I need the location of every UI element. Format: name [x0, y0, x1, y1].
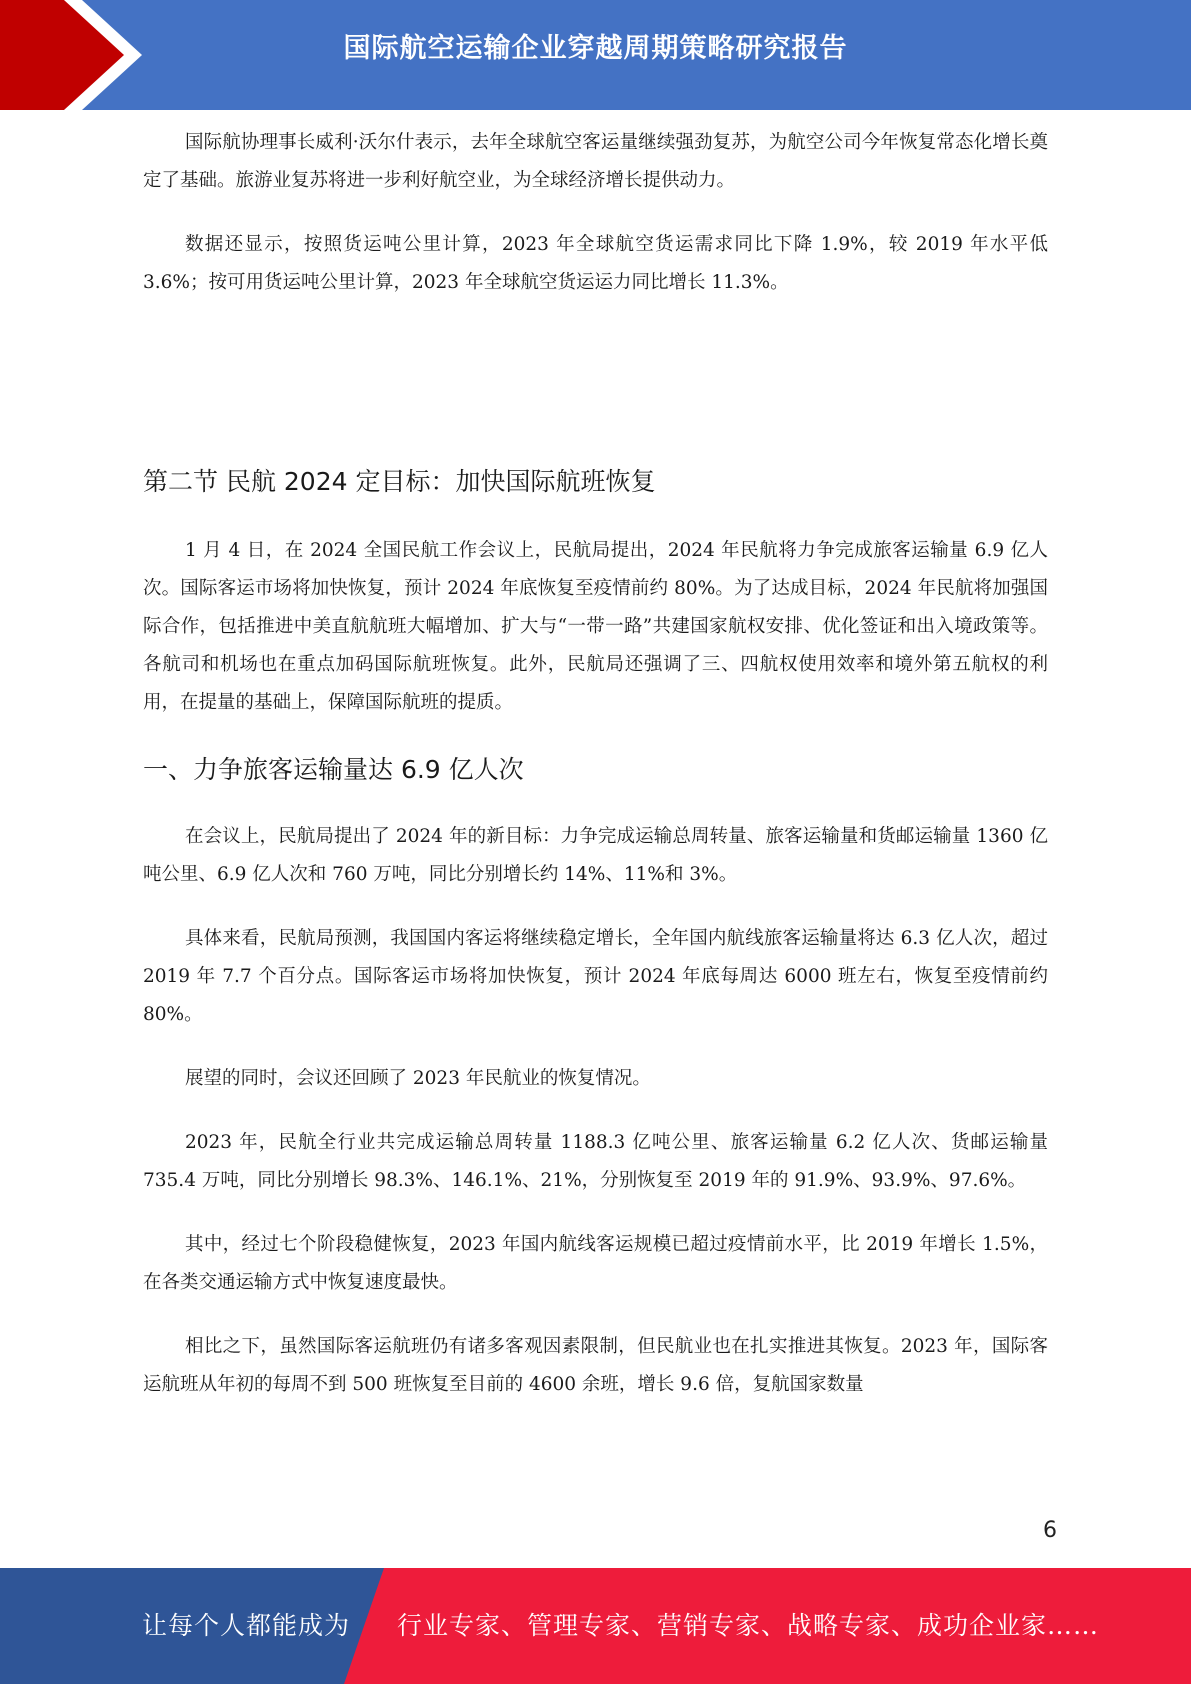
footer-slogan-left: 让每个人都能成为 [142, 1611, 351, 1640]
page-number: 6 [1043, 1518, 1057, 1543]
report-title: 国际航空运输企业穿越周期策略研究报告 [343, 33, 848, 64]
page-header-banner [0, 0, 1191, 110]
footer-slogan-right: 行业专家、管理专家、营销专家、战略专家、成功企业家…… [397, 1611, 1100, 1640]
paragraph: 国际航协理事长威利·沃尔什表示，去年全球航空客运量继续强劲复苏，为航空公司今年恢复常态化增长奠定了基础。旅游业复苏将进一步利好航空业，为全球经济增长提供动力。 [143, 132, 1048, 191]
paragraph: 具体来看，民航局预测，我国国内客运将继续稳定增长，全年国内航线旅客运输量将达 6.3 亿人次，超过 2019 年 7.7 个百分点。国际客运市场将加快恢复，预计 2024 年底每周达 6000 班左右，恢复至疫情前约 80%。 [143, 928, 1048, 1025]
paragraph: 数据还显示，按照货运吨公里计算，2023 年全球航空货运需求同比下降 1.9%，较 2019 年水平低 3.6%；按可用货运吨公里计算，2023 年全球航空货运运力同比增长 11.3%。 [143, 234, 1048, 293]
paragraph: 展望的同时，会议还回顾了 2023 年民航业的恢复情况。 [185, 1068, 651, 1089]
section-heading: 第二节 民航 2024 定目标：加快国际航班恢复 [143, 467, 656, 496]
paragraph: 1 月 4 日，在 2024 全国民航工作会议上，民航局提出，2024 年民航将力争完成旅客运输量 6.9 亿人次。国际客运市场将加快恢复，预计 2024 年底恢复至疫情前约 80%。为了达成目标，2024 年民航将加强国际合作，包括推进中美直航航班大幅增加、扩大与“一带一路”共建国家航权安排、优化签证和出入境政策等。各航司和机场也在重点加码国际航班恢复。此外，民航局还强调了三、四航权使用效率和境外第五航权的利用，在提量的基础上，保障国际航班的提质。 [143, 540, 1048, 713]
paragraph: 相比之下，虽然国际客运航班仍有诸多客观因素限制，但民航业也在扎实推进其恢复。2023 年，国际客运航班从年初的每周不到 500 班恢复至目前的 4600 余班，增长 9.6 倍，复航国家数量 [143, 1336, 1048, 1395]
page-footer-banner [0, 1568, 1191, 1684]
paragraph: 在会议上，民航局提出了 2024 年的新目标：力争完成运输总周转量、旅客运输量和货邮运输量 1360 亿吨公里、6.9 亿人次和 760 万吨，同比分别增长约 14%、11%和 3%。 [143, 826, 1048, 885]
page-content [143, 124, 1048, 1404]
subsection-heading: 一、力争旅客运输量达 6.9 亿人次 [143, 755, 524, 784]
paragraph: 其中，经过七个阶段稳健恢复，2023 年国内航线客运规模已超过疫情前水平，比 2019 年增长 1.5%，在各类交通运输方式中恢复速度最快。 [143, 1234, 1048, 1293]
paragraph: 2023 年，民航全行业共完成运输总周转量 1188.3 亿吨公里、旅客运输量 6.2 亿人次、货邮运输量 735.4 万吨，同比分别增长 98.3%、146.1%、21%，分别恢复至 2019 年的 91.9%、93.9%、97.6%。 [143, 1132, 1048, 1191]
